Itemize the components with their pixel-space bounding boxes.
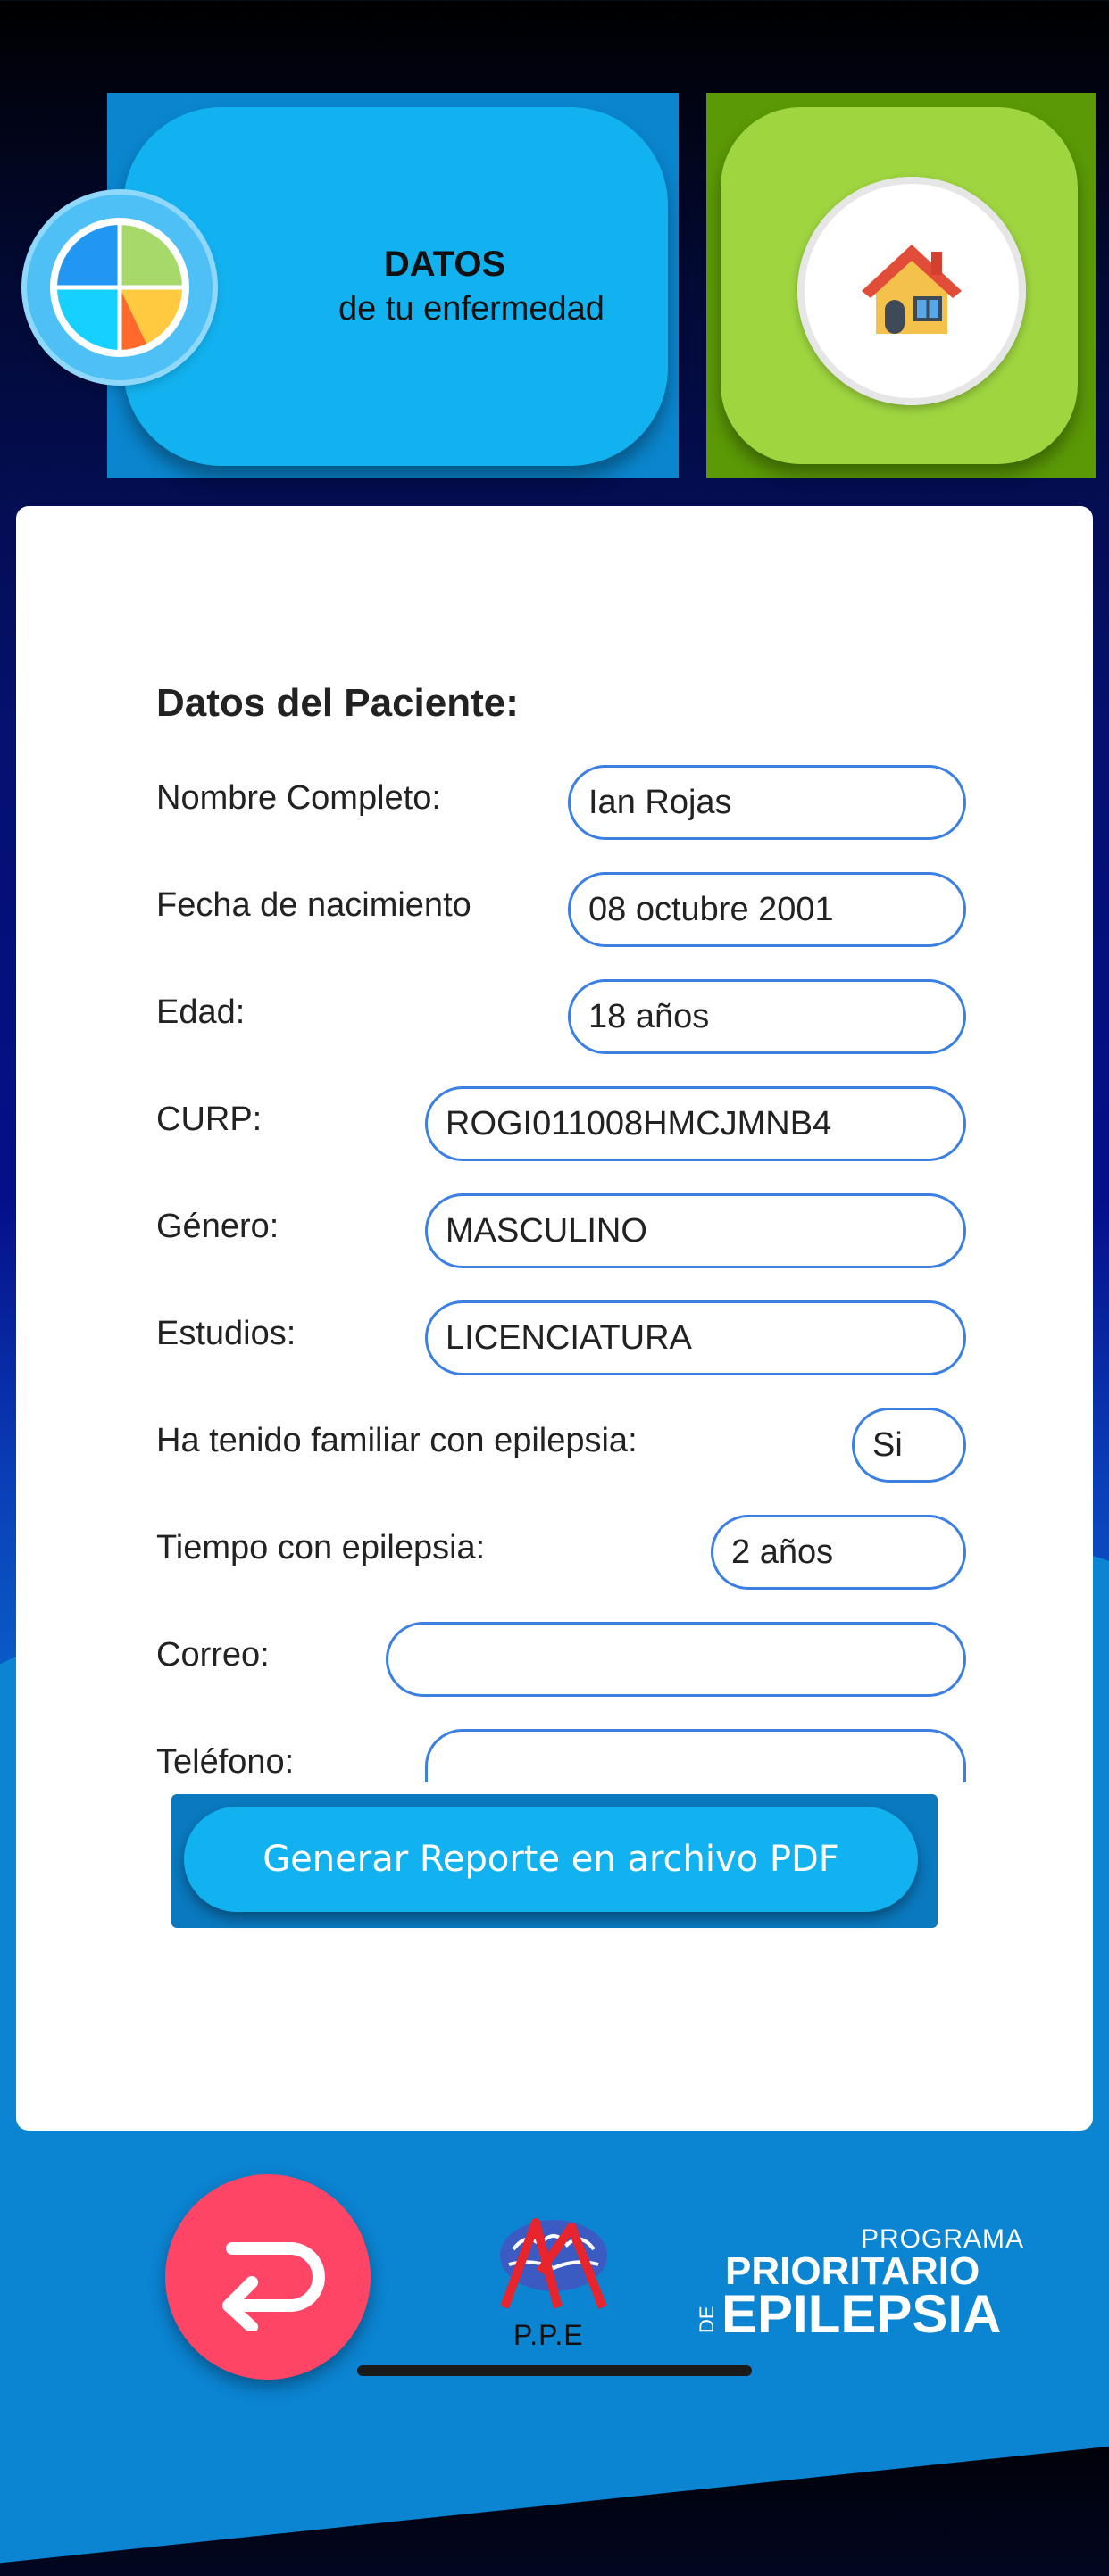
back-button[interactable] bbox=[165, 2174, 371, 2380]
estudios-field[interactable] bbox=[425, 1300, 966, 1375]
program-line2: PRIORITARIO bbox=[725, 2249, 980, 2293]
correo-input[interactable] bbox=[404, 1640, 947, 1680]
familiar-input[interactable] bbox=[871, 1425, 947, 1466]
familiar-field[interactable] bbox=[852, 1408, 966, 1483]
generate-pdf-button[interactable]: Generar Reporte en archivo PDF bbox=[184, 1807, 918, 1912]
edad-field[interactable] bbox=[568, 979, 966, 1054]
home-button[interactable] bbox=[797, 177, 1026, 405]
label-telefono: Teléfono: bbox=[156, 1743, 295, 1781]
tiempo-input[interactable] bbox=[730, 1533, 947, 1573]
home-pill[interactable] bbox=[721, 107, 1078, 464]
curp-input[interactable] bbox=[444, 1104, 947, 1144]
nombre-input[interactable] bbox=[587, 783, 947, 823]
house-icon bbox=[858, 237, 965, 345]
home-indicator[interactable] bbox=[357, 2365, 752, 2376]
report-button-frame bbox=[171, 1794, 938, 1928]
tiempo-field[interactable] bbox=[711, 1515, 966, 1590]
ppe-label: P.P.E bbox=[513, 2319, 584, 2351]
pie-chart-icon bbox=[27, 195, 213, 380]
program-de: DE bbox=[696, 2306, 718, 2333]
fecha-input[interactable] bbox=[587, 890, 947, 930]
genero-field[interactable] bbox=[425, 1193, 966, 1268]
telefono-field[interactable] bbox=[425, 1729, 966, 1782]
section-title: Datos del Paciente: bbox=[156, 681, 519, 725]
telefono-input[interactable] bbox=[444, 1737, 947, 1777]
label-curp: CURP: bbox=[156, 1101, 263, 1138]
datos-title: DATOS bbox=[383, 245, 506, 284]
datos-subtitle: de tu enfermedad bbox=[338, 290, 605, 328]
genero-input[interactable] bbox=[444, 1211, 947, 1251]
correo-field[interactable] bbox=[386, 1622, 966, 1697]
program-line1: PROGRAMA bbox=[861, 2224, 1025, 2254]
label-nombre: Nombre Completo: bbox=[156, 779, 441, 817]
label-fecha: Fecha de nacimiento bbox=[156, 886, 471, 924]
label-genero: Género: bbox=[156, 1208, 279, 1245]
label-correo: Correo: bbox=[156, 1636, 270, 1674]
program-line3: EPILEPSIA bbox=[721, 2284, 1002, 2344]
label-tiempo: Tiempo con epilepsia: bbox=[156, 1529, 486, 1566]
curp-field[interactable] bbox=[425, 1086, 966, 1161]
label-estudios: Estudios: bbox=[156, 1315, 296, 1352]
label-edad: Edad: bbox=[156, 993, 246, 1031]
label-familiar: Ha tenido familiar con epilepsia: bbox=[156, 1422, 638, 1459]
estudios-input[interactable] bbox=[444, 1318, 947, 1359]
edad-input[interactable] bbox=[587, 997, 947, 1037]
home-tile[interactable] bbox=[706, 93, 1096, 478]
fecha-field[interactable] bbox=[568, 872, 966, 947]
return-arrow-icon bbox=[205, 2223, 330, 2331]
nombre-field[interactable] bbox=[568, 765, 966, 840]
